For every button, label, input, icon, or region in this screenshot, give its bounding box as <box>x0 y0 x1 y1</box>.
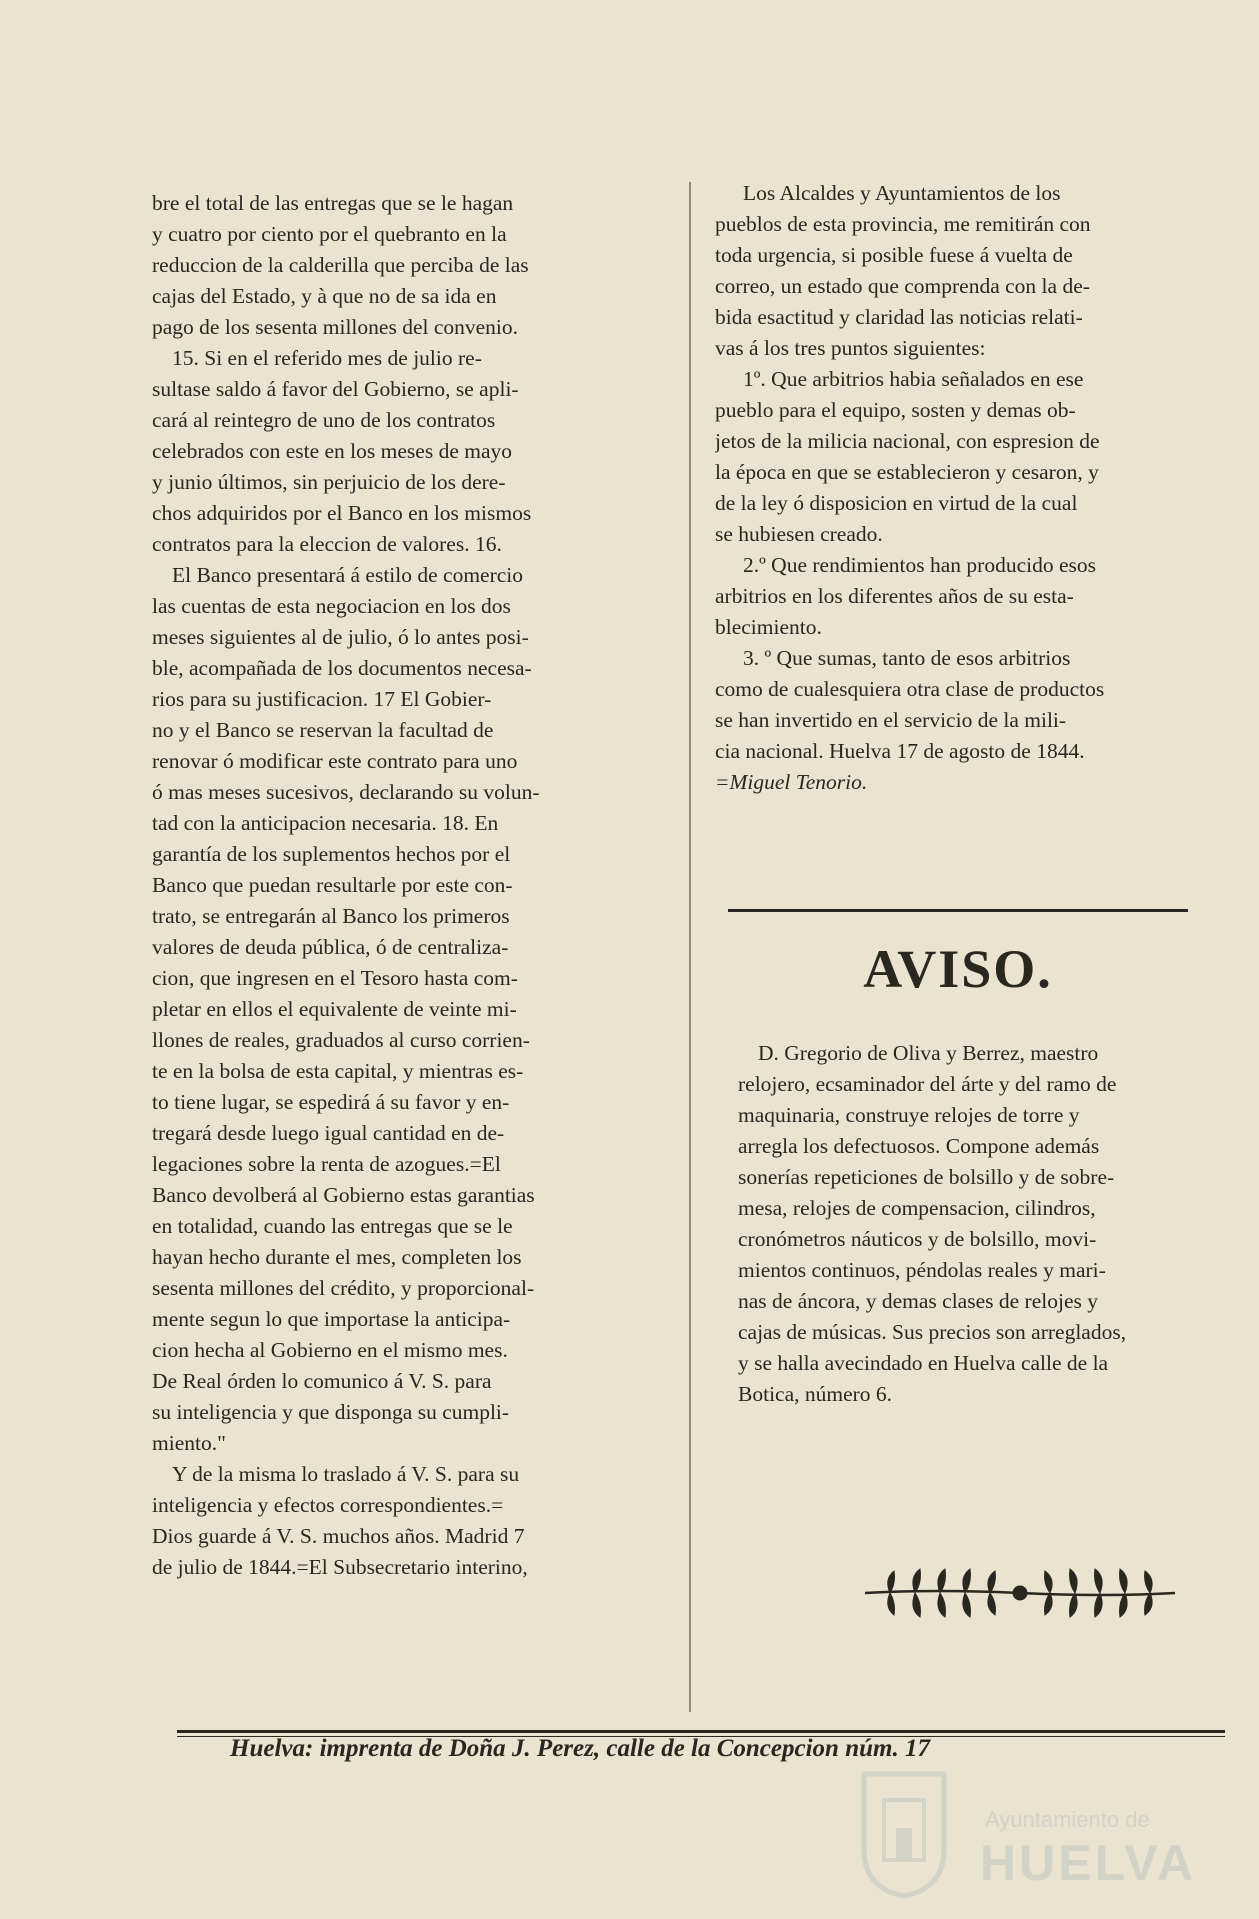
text-line: miento." <box>152 1431 226 1455</box>
text-line: arbitrios en los diferentes años de su esta- <box>715 584 1074 608</box>
text-line: bre el total de las entregas que se le hagan <box>152 191 514 215</box>
text-line: 15. Si en el referido mes de julio re- <box>172 346 482 370</box>
text-line: ó mas meses sucesivos, declarando su volun- <box>152 780 540 804</box>
text-line: pago de los sesenta millones del convenio. <box>152 315 519 339</box>
text-line: trato, se entregarán al Banco los primeros <box>152 904 510 928</box>
text-line: llones de reales, graduados al curso corrien- <box>152 1028 530 1052</box>
watermark-line1: Ayuntamiento de <box>985 1807 1150 1832</box>
text-line: cará al reintegro de uno de los contratos <box>152 408 496 432</box>
text-line: cronómetros náuticos y de bolsillo, movi- <box>738 1227 1097 1251</box>
text-line: de la ley ó disposicion en virtud de la cual <box>715 491 1078 515</box>
text-line: arregla los defectuosos. Compone además <box>738 1134 1100 1158</box>
text-line: y se halla avecindado en Huelva calle de la <box>738 1351 1109 1375</box>
text-line: y junio últimos, sin perjuicio de los dere- <box>152 470 506 494</box>
text-line: jetos de la milicia nacional, con espresion de <box>715 429 1100 453</box>
text-line: se han invertido en el servicio de la mili- <box>715 708 1067 732</box>
text-line: garantía de los suplementos hechos por el <box>152 842 511 866</box>
text-line: legaciones sobre la renta de azogues.=El <box>152 1152 501 1176</box>
text-line: 2.º Que rendimientos han producido esos <box>743 553 1096 577</box>
text-line: Y de la misma lo traslado á V. S. para su <box>172 1462 520 1486</box>
column-divider <box>689 182 691 1712</box>
text-line: correo, un estado que comprenda con la de- <box>715 274 1090 298</box>
text-line: ble, acompañada de los documentos necesa- <box>152 656 532 680</box>
aviso-body <box>738 1038 1230 1410</box>
text-line: pueblos de esta provincia, me remitirán con <box>715 212 1091 236</box>
text-line: chos adquiridos por el Banco en los mismos <box>152 501 532 525</box>
text-line: te en la bolsa de esta capital, y mientras es- <box>152 1059 524 1083</box>
text-line: las cuentas de esta negociacion en los dos <box>152 594 511 618</box>
footer-rule <box>177 1730 1225 1733</box>
printer-imprint: Huelva: imprenta de Doña J. Perez, calle de la Concepcion núm. 17 <box>230 1735 930 1762</box>
text-line: pueblo para el equipo, sosten y demas ob- <box>715 398 1076 422</box>
text-line: toda urgencia, si posible fuese á vuelta de <box>715 243 1073 267</box>
text-line: 3. º Que sumas, tanto de esos arbitrios <box>743 646 1071 670</box>
text-line: cion hecha al Gobierno en el mismo mes. <box>152 1338 508 1362</box>
text-line: Banco que puedan resultarle por este con- <box>152 873 513 897</box>
text-line: vas á los tres puntos siguientes: <box>715 336 986 360</box>
text-line: to tiene lugar, se espedirá á su favor y en- <box>152 1090 510 1114</box>
text-line: y cuatro por ciento por el quebranto en la <box>152 222 507 246</box>
text-line: El Banco presentará á estilo de comercio <box>172 563 524 587</box>
text-line: en totalidad, cuando las entregas que se le <box>152 1214 513 1238</box>
right-column <box>715 178 1229 798</box>
text-line: reduccion de la calderilla que perciba de las <box>152 253 529 277</box>
text-line: D. Gregorio de Oliva y Berrez, maestro <box>758 1041 1099 1065</box>
text-line: contratos para la eleccion de valores. 16. <box>152 532 502 556</box>
text-line: renovar ó modificar este contrato para uno <box>152 749 518 773</box>
text-line: tregará desde luego igual cantidad en de- <box>152 1121 505 1145</box>
text-line: rios para su justificacion. 17 El Gobier- <box>152 687 492 711</box>
section-rule <box>728 909 1188 912</box>
text-line: nas de áncora, y demas clases de relojes y <box>738 1289 1098 1313</box>
text-line: tad con la anticipacion necesaria. 18. En <box>152 811 499 835</box>
watermark-line2: HUELVA <box>980 1835 1197 1891</box>
text-line: cajas del Estado, y à que no de sa ida en <box>152 284 497 308</box>
text-line: hayan hecho durante el mes, completen los <box>152 1245 522 1269</box>
text-line: la época en que se establecieron y cesaron, y <box>715 460 1099 484</box>
signature: =Miguel Tenorio. <box>715 770 868 794</box>
text-line: se hubiesen creado. <box>715 522 883 546</box>
city-shield-icon <box>860 1770 948 1900</box>
text-line: mientos continuos, péndolas reales y mari- <box>738 1258 1106 1282</box>
text-line: valores de deuda pública, ó de centraliza- <box>152 935 509 959</box>
text-line: cajas de músicas. Sus precios son arreglados, <box>738 1320 1127 1344</box>
text-line: Dios guarde á V. S. muchos años. Madrid 7 <box>152 1524 525 1548</box>
text-line: cia nacional. Huelva 17 de agosto de 1844. <box>715 739 1085 763</box>
text-line: pletar en ellos el equivalente de veinte mi- <box>152 997 517 1021</box>
text-line: Banco devolberá al Gobierno estas garantias <box>152 1183 535 1207</box>
text-line: Los Alcaldes y Ayuntamientos de los <box>743 181 1061 205</box>
text-line: inteligencia y efectos correspondientes.= <box>152 1493 504 1517</box>
text-line: mente segun lo que importase la anticipa- <box>152 1307 511 1331</box>
text-line: celebrados con este en los meses de mayo <box>152 439 512 463</box>
text-line: sultase saldo á favor del Gobierno, se apli- <box>152 377 519 401</box>
text-line: blecimiento. <box>715 615 822 639</box>
text-line: Botica, número 6. <box>738 1382 893 1406</box>
aviso-heading: AVISO. <box>863 939 1053 999</box>
text-line: de julio de 1844.=El Subsecretario interino, <box>152 1555 528 1579</box>
text-line: cion, que ingresen en el Tesoro hasta com- <box>152 966 518 990</box>
text-line: 1º. Que arbitrios habia señalados en ese <box>743 367 1084 391</box>
text-line: bida esactitud y claridad las noticias relati- <box>715 305 1083 329</box>
text-line: no y el Banco se reservan la facultad de <box>152 718 494 742</box>
text-line: maquinaria, construye relojes de torre y <box>738 1103 1080 1127</box>
text-line: meses siguientes al de julio, ó lo antes posi- <box>152 625 529 649</box>
text-line: relojero, ecsaminador del árte y del ramo de <box>738 1072 1117 1096</box>
text-line: su inteligencia y que disponga su cumpli- <box>152 1400 510 1424</box>
text-line: como de cualesquiera otra clase de productos <box>715 677 1105 701</box>
text-line: sonerías repeticiones de bolsillo y de sobre- <box>738 1165 1115 1189</box>
text-line: mesa, relojes de compensacion, cilindros, <box>738 1196 1096 1220</box>
left-column <box>152 188 662 1583</box>
text-line: sesenta millones del crédito, y proporcional- <box>152 1276 535 1300</box>
fleuron-ornament-icon <box>855 1563 1185 1621</box>
text-line: De Real órden lo comunico á V. S. para <box>152 1369 492 1393</box>
